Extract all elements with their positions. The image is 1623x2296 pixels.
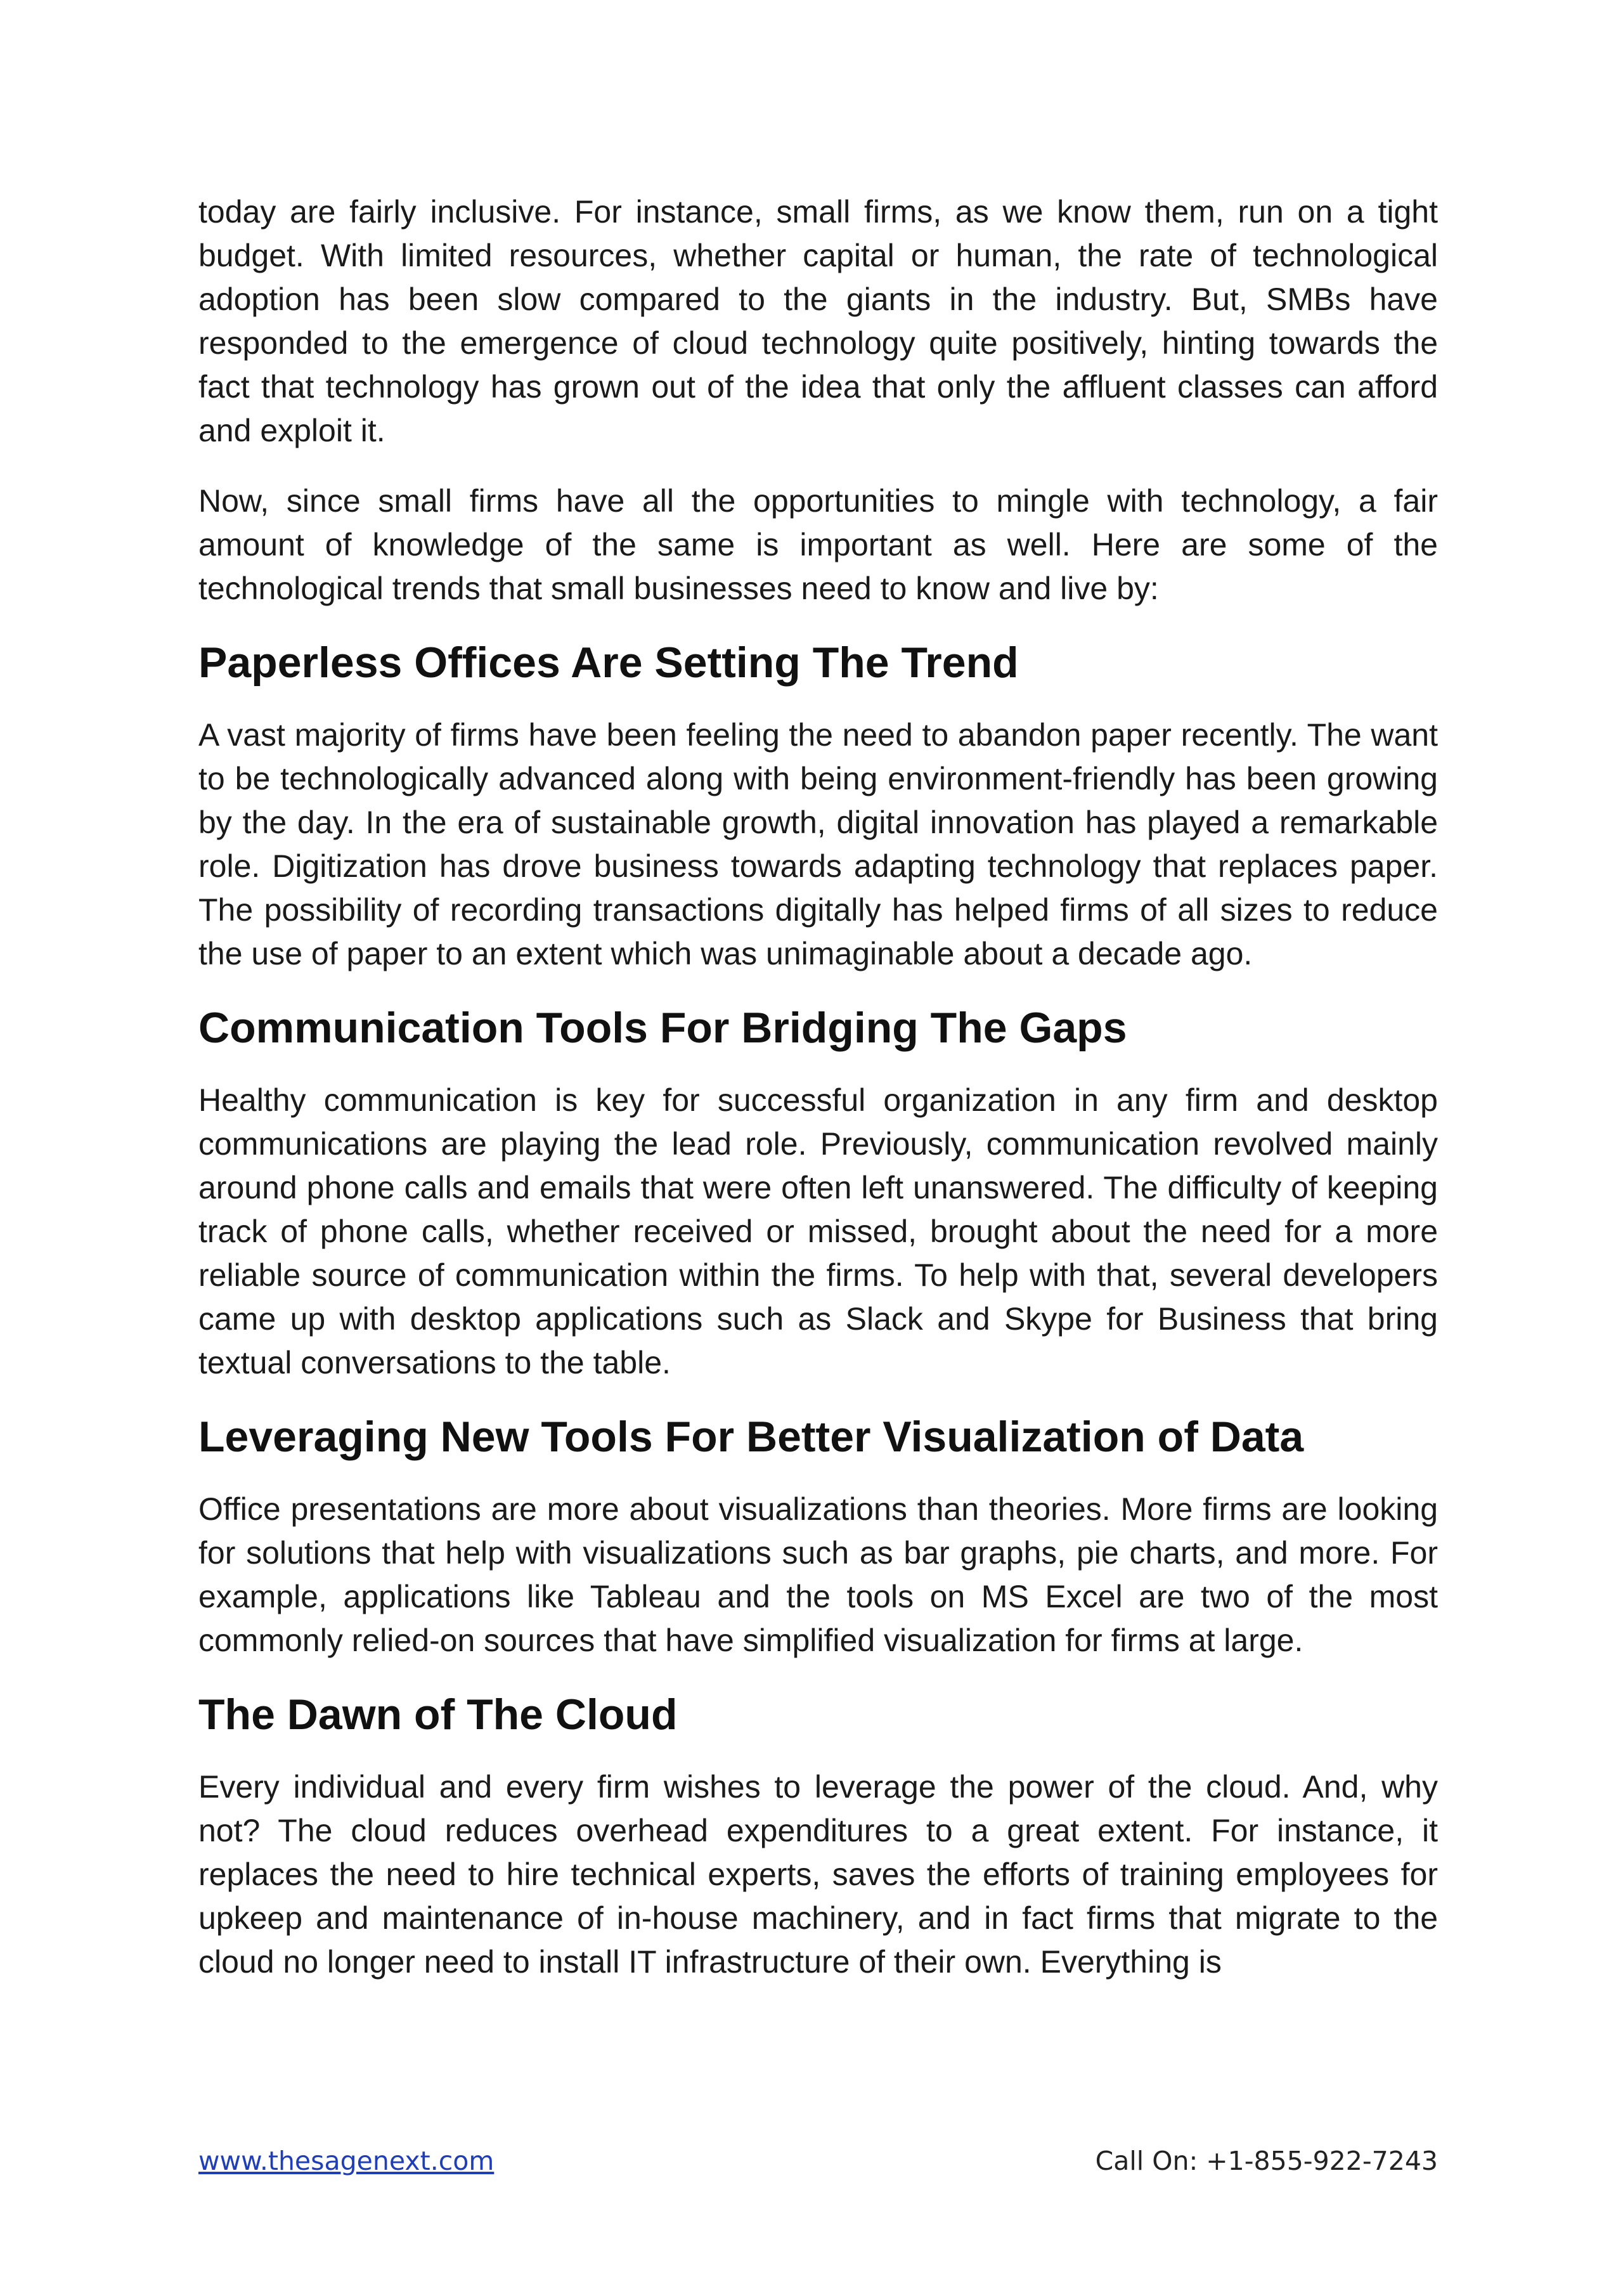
section-body-visualization-tools: Office presentations are more about visualizations than theories. More firms are looking for solutions that help with visualizations such as bar graphs, pie charts, and more. For example, applications like Tableau and the tools on MS Excel are two of the most commonly relied-on sources that have simplified visualization for firms at large. [198,1491,1438,1658]
section-heading-dawn-of-cloud: The Dawn of The Cloud [198,1690,678,1739]
section-heading-visualization-tools: Leveraging New Tools For Better Visualization of Data [198,1413,1304,1461]
website-link[interactable]: www.thesagenext.com [198,2146,495,2176]
intro-paragraph-1: today are fairly inclusive. For instance, small firms, as we know them, run on a tight budget. With limited resources, whether capital or human, the rate of technological adoption has been slow compared to the giants in the industry. But, SMBs have responded to the emergence of cloud technology quite positively, hinting towards the fact that technology has grown out of the idea that only the affluent classes can afford and exploit it. [198,194,1438,448]
intro-paragraph-2: Now, since small firms have all the opportunities to mingle with technology, a fair amount of knowledge of the same is important as well. Here are some of the technological trends that small businesses need to know and live by: [198,483,1438,606]
section-body-dawn-of-cloud: Every individual and every firm wishes to leverage the power of the cloud. And, why not? The cloud reduces overhead expenditures to a great extent. For instance, it replaces the need to hire technical experts, saves the efforts of training employees for upkeep and maintenance of in-house machinery, and in fact firms that migrate to the cloud no longer need to install IT infrastructure of their own. Everything is [198,1769,1438,1980]
page-content [198,190,1438,2011]
section-heading-paperless-offices: Paperless Offices Are Setting The Trend [198,639,1019,687]
page-footer [198,2142,1438,2180]
phone-number: Call On: +1-855-922-7243 [1095,2146,1438,2176]
section-heading-communication-tools: Communication Tools For Bridging The Gaps [198,1004,1127,1052]
section-body-paperless-offices: A vast majority of firms have been feeling the need to abandon paper recently. The want to be technologically advanced along with being environment-friendly has been growing by the day. In the era of sustainable growth, digital innovation has played a remarkable role. Digitization has drove business towards adapting technology that replaces paper. The possibility of recording transactions digitally has helped firms of all sizes to reduce the use of paper to an extent which was unimaginable about a decade ago. [198,717,1438,971]
section-body-communication-tools: Healthy communication is key for successful organization in any firm and desktop communications are playing the lead role. Previously, communication revolved mainly around phone calls and emails that were often left unanswered. The difficulty of keeping track of phone calls, whether received or missed, brought about the need for a more reliable source of communication within the firms. To help with that, several developers came up with desktop applications such as Slack and Skype for Business that bring textual conversations to the table. [198,1082,1438,1380]
